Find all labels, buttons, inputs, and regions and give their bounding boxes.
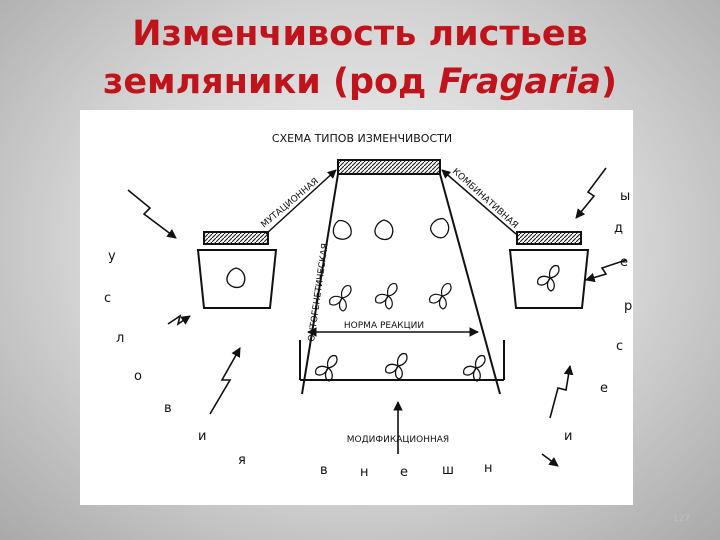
external-influence-arrows	[128, 168, 626, 466]
leaf-row-1	[330, 216, 452, 242]
label-modification: МОДИФИКАЦИОННАЯ	[346, 435, 450, 445]
outer-letter: с	[104, 291, 112, 306]
outer-letter: ш	[442, 463, 454, 478]
leaf-row-2	[330, 284, 451, 311]
outer-letter: д	[614, 221, 623, 236]
outer-letter: н	[360, 465, 369, 480]
mutation-arrow	[266, 170, 336, 234]
outer-letter: у	[108, 249, 116, 264]
outer-letter: е	[400, 465, 408, 480]
outer-letter: е	[620, 255, 628, 270]
title-latin-genus: Fragaria	[438, 62, 601, 102]
diagram-header: СХЕМА ТИПОВ ИЗМЕНЧИВОСТИ	[271, 132, 453, 145]
outer-letter: и	[564, 429, 573, 444]
outer-letter: ы	[620, 189, 631, 204]
label-combination: КОМБИНАТИВНАЯ	[449, 166, 520, 231]
slide-title	[0, 10, 720, 106]
outer-letter: е	[600, 381, 608, 396]
title-line-2-end: )	[601, 62, 617, 102]
outer-letter: о	[134, 369, 142, 384]
outer-letter: р	[624, 299, 633, 314]
label-ontogenetic: ОНТОГЕНЕТИЧЕСКАЯ	[307, 242, 331, 343]
leaf-row-3	[316, 354, 485, 381]
title-line-2-text: земляники (род	[102, 62, 439, 102]
variability-diagram	[80, 110, 633, 505]
label-reaction-norm: НОРМА РЕАКЦИИ	[343, 321, 425, 331]
outer-letter: л	[116, 331, 125, 346]
outer-letter: я	[238, 453, 246, 468]
title-line-1: Изменчивость листьев	[132, 14, 588, 54]
title-line-2	[0, 58, 720, 106]
outer-letter: в	[320, 463, 328, 478]
outer-letter: н	[484, 461, 493, 476]
label-mutation: МУТАЦИОННАЯ	[259, 176, 321, 231]
combination-pot	[510, 232, 588, 308]
outer-letter: в	[164, 401, 172, 416]
hatched-top-band	[338, 160, 440, 174]
page-number: 127	[672, 514, 690, 524]
mutation-pot	[198, 232, 276, 308]
outer-letter: и	[198, 429, 207, 444]
outer-letter: с	[616, 339, 624, 354]
